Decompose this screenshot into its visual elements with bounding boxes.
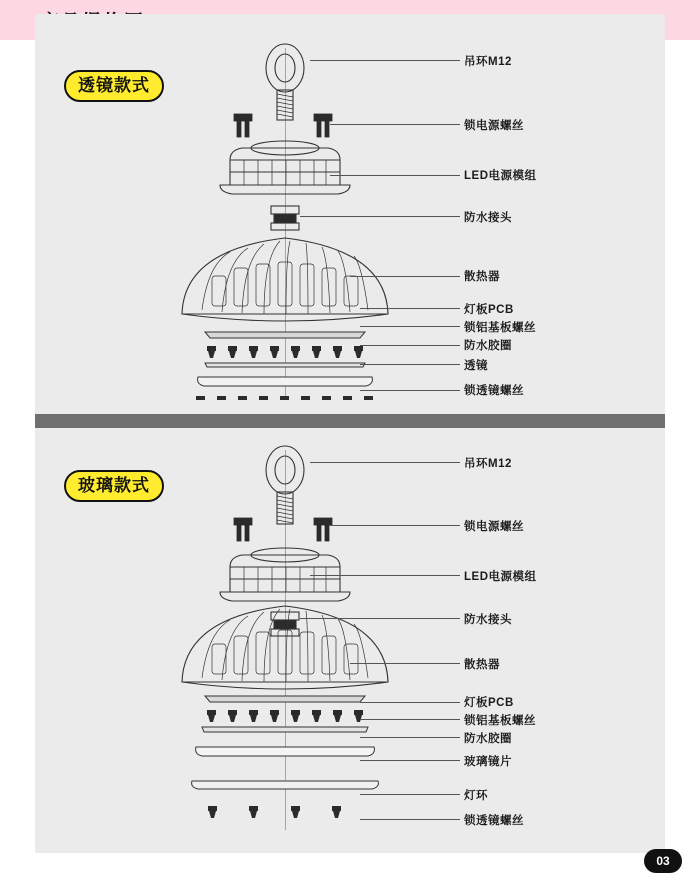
leader-line [310,60,460,61]
label-lens-base-screw: 锁铝基板螺丝 [464,322,536,334]
label-glass-heatsink: 散热器 [464,659,500,671]
label-glass-pcb: 灯板PCB [464,697,514,709]
leader-line [360,390,460,391]
leader-line [310,462,460,463]
badge-lens-model: 透镜款式 [64,70,164,102]
glass-exploded-drawing [160,442,430,832]
leader-line [300,618,460,619]
label-lens-lens: 透镜 [464,360,488,372]
page-number-badge: 03 [644,849,682,873]
leader-line [360,737,460,738]
leader-line [360,308,460,309]
leader-line [360,345,460,346]
leader-line [350,663,460,664]
label-lens-waterproof-connector: 防水接头 [464,212,512,224]
leader-line [360,760,460,761]
section-divider [35,414,665,428]
leader-line [360,819,460,820]
label-lens-heatsink: 散热器 [464,271,500,283]
label-glass-lens-screw: 锁透镜螺丝 [464,815,524,827]
label-glass-lamp-ring: 灯环 [464,790,488,802]
label-glass-glass-lens: 玻璃镜片 [464,756,512,768]
leader-line [330,525,460,526]
label-lens-gasket: 防水胶圈 [464,340,512,352]
leader-line [330,175,460,176]
label-glass-gasket: 防水胶圈 [464,733,512,745]
leader-line [360,364,460,365]
label-glass-led-driver: LED电源模组 [464,571,537,583]
label-glass-eye-bolt: 吊环M12 [464,458,512,470]
leader-line [310,575,460,576]
leader-line [360,326,460,327]
leader-line [350,276,460,277]
leader-line [360,794,460,795]
leader-line [330,124,460,125]
label-lens-power-screw: 锁电源螺丝 [464,120,524,132]
lens-exploded-drawing [160,40,430,400]
leader-line [300,216,460,217]
label-lens-eye-bolt: 吊环M12 [464,56,512,68]
label-glass-waterproof-connector: 防水接头 [464,614,512,626]
label-glass-base-screw: 锁铝基板螺丝 [464,715,536,727]
label-lens-lens-screw: 锁透镜螺丝 [464,385,524,397]
label-lens-pcb: 灯板PCB [464,304,514,316]
label-glass-power-screw: 锁电源螺丝 [464,521,524,533]
leader-line [360,702,460,703]
badge-glass-model: 玻璃款式 [64,470,164,502]
leader-line [360,719,460,720]
label-lens-led-driver: LED电源模组 [464,170,537,182]
